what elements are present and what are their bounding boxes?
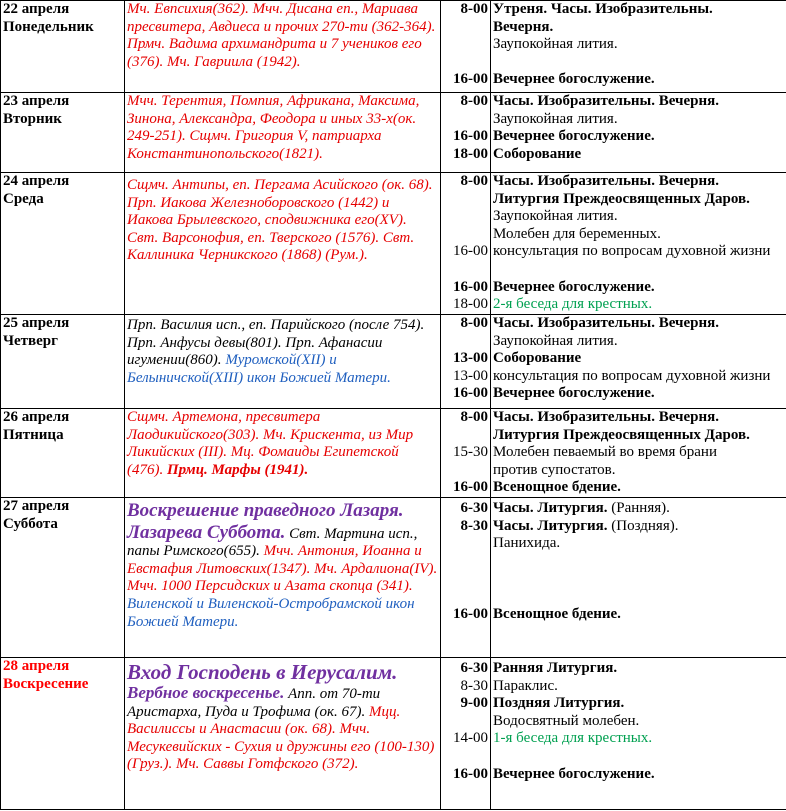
time <box>443 226 488 244</box>
time: 8-00 <box>460 1 488 17</box>
service <box>493 535 784 553</box>
time <box>443 191 488 209</box>
service: Ранняя Литургия. <box>493 659 618 676</box>
time: 18-00 <box>453 145 488 162</box>
service: Часы. Изобразительны. Вечерня. <box>493 173 719 189</box>
times-cell <box>441 315 491 409</box>
time <box>443 570 488 588</box>
times-cell <box>441 93 491 173</box>
day-cell <box>1 93 125 173</box>
saints-cell <box>125 315 441 409</box>
service: Вечернее богослужение. <box>493 128 655 145</box>
service: Утреня. Часы. Изобразительны. <box>493 1 713 17</box>
table-row <box>1 1 786 93</box>
time <box>443 111 488 129</box>
services-cell <box>491 409 786 498</box>
time: 16-00 <box>453 605 488 622</box>
weekday: Четверг <box>3 332 58 349</box>
service <box>493 570 784 588</box>
time: 16-00 <box>453 385 488 402</box>
service: против супостатов. <box>493 461 616 478</box>
service: Параклис. <box>493 677 558 694</box>
time <box>443 36 488 54</box>
saints-text: Сщмч. Артемона, пресвитера Лаодикийского(303). Мч. Крискента, из Мир Ликийских (III). Мц. Фомаиды Египетской (476). <box>127 409 414 478</box>
times-cell <box>441 657 491 809</box>
table-row <box>1 173 786 315</box>
time <box>443 462 488 480</box>
time: 13-00 <box>453 367 488 384</box>
service: Литургия Преждеосвященных Даров. <box>493 190 750 207</box>
day-cell <box>1 173 125 315</box>
times-cell <box>441 497 491 657</box>
table-row <box>1 497 786 657</box>
weekday: Пятница <box>3 426 64 443</box>
time <box>443 208 488 226</box>
service <box>493 606 784 624</box>
time: 8-00 <box>460 173 488 189</box>
service-note: (Поздняя). <box>607 517 679 534</box>
saints-text: Прп. Василия исп., еп. Парийского (после 754). Прп. Анфусы девы(801). Прп. Афанасии игумении(860). <box>127 317 425 369</box>
time <box>443 553 488 571</box>
table-row <box>1 409 786 498</box>
weekday: Среда <box>3 190 44 207</box>
service: Литургия Преждеосвященных Даров. <box>493 426 750 443</box>
time: 14-00 <box>453 730 488 747</box>
icons-text: Муромской(XII) и Белыничской(XIII) икон Божией Матери. <box>127 352 391 386</box>
time: 16-00 <box>453 243 488 260</box>
table-row <box>1 93 786 173</box>
time: 15-30 <box>453 444 488 461</box>
service: Поздняя Литургия. <box>493 695 625 712</box>
service <box>493 553 784 571</box>
service: Часы. Изобразительны. Вечерня. <box>493 409 719 425</box>
service: Вечернее богослужение. <box>493 385 655 402</box>
time: 6-30 <box>460 499 488 516</box>
service: Часы. Изобразительны. Вечерня. <box>493 315 719 331</box>
day-cell <box>1 497 125 657</box>
service-bold: Часы. Литургия. <box>493 517 608 534</box>
date: 23 апреля <box>3 93 70 109</box>
services-cell <box>491 1 786 93</box>
saints-cell: Сщмч. Антипы, еп. Пергама Асийского (ок. 68). Прп. Иакова Железноборовского (1442) и Иакова Брылевского, сподвижника его(XV). Свт. Варсонофия, еп. Тверского (1576). Свт. Каллиника Черникского (1868) (Рум.). <box>125 173 441 315</box>
weekday: Воскресение <box>3 675 89 692</box>
time: 8-00 <box>460 93 488 109</box>
service-note: (Ранняя). <box>607 499 670 516</box>
table-row <box>1 315 786 409</box>
time: 8-00 <box>460 315 488 331</box>
service: Вечернее богослужение. <box>493 278 655 295</box>
time <box>443 427 488 445</box>
time: 18-00 <box>453 296 488 313</box>
time <box>443 748 488 766</box>
date: 27 апреля <box>3 497 70 514</box>
time <box>443 588 488 606</box>
service: Заупокойная лития. <box>493 208 618 225</box>
service: Соборование <box>493 350 582 367</box>
service: 2-я беседа для крестных. <box>493 296 653 313</box>
service-bold: Всенощное бдение. <box>493 605 621 622</box>
time: 16-00 <box>453 765 488 782</box>
day-cell <box>1 657 125 809</box>
saints-text: Свт. Мартина исп., папы Римского(655). <box>127 525 418 560</box>
times-cell <box>441 409 491 498</box>
day-cell <box>1 409 125 498</box>
service: Всенощное бдение. <box>493 479 621 496</box>
times-cell <box>441 1 491 93</box>
times-cell <box>441 173 491 315</box>
time <box>443 19 488 37</box>
saints-text: Апп. от 70-ти Аристарха, Пуда и Трофима (ок. 67). <box>127 685 381 720</box>
service: Водосвятный молебен. <box>493 712 640 729</box>
time: 8-30 <box>460 517 488 534</box>
service-bold: Часы. Литургия. <box>493 499 608 516</box>
saints-cell <box>125 657 441 809</box>
service: Вечернее богослужение. <box>493 765 655 782</box>
service: Вечернее богослужение. <box>493 71 655 88</box>
time: 16-00 <box>453 128 488 145</box>
service: консультация по вопросам духовной жизни <box>493 367 771 384</box>
service <box>493 261 784 279</box>
service: Соборование <box>493 145 582 162</box>
services-cell <box>491 173 786 315</box>
feast-subtitle: Вербное воскресенье. <box>127 682 285 702</box>
saints-cell <box>125 409 441 498</box>
services-cell <box>491 657 786 809</box>
martyrs-text: Мцц. Василиссы и Анастасии (ок. 68). Мчч. Месукевийских - Сухия и дружины его (100-130)(Груз.). Мч. Саввы Готфского (372). <box>127 703 435 773</box>
time: 16-00 <box>453 278 488 295</box>
saints-cell: Мч. Евпсихия(362). Мчч. Дисана еп., Мариава пресвитера, Авдиеса и прочих 270-ти (362-364). Прмч. Вадима архимандрита и 7 учеников его (376). Мч. Гавриила (1942). <box>125 1 441 93</box>
service <box>493 748 784 766</box>
date: 25 апреля <box>3 315 70 331</box>
services-cell <box>491 315 786 409</box>
time <box>443 54 488 72</box>
service: Молебен певаемый во время брани <box>493 444 717 461</box>
services-cell <box>491 93 786 173</box>
time <box>443 333 488 351</box>
time: 6-30 <box>460 659 488 676</box>
time: 16-00 <box>453 71 488 88</box>
service <box>493 54 784 72</box>
service: Молебен для беременных. <box>493 225 661 242</box>
service <box>493 500 784 518</box>
time: 9-00 <box>460 695 488 712</box>
services-cell <box>491 497 786 657</box>
date: 28 апреля <box>3 657 70 674</box>
date: 26 апреля <box>3 409 70 425</box>
date: 24 апреля <box>3 173 70 189</box>
service <box>493 588 784 606</box>
service-note: Панихида. <box>493 535 561 552</box>
service: консультация по вопросам духовной жизни <box>493 243 771 260</box>
service: Часы. Изобразительны. Вечерня. <box>493 93 719 109</box>
time <box>443 535 488 553</box>
saints-cell <box>125 497 441 657</box>
day-cell <box>1 315 125 409</box>
day-cell <box>1 1 125 93</box>
service: Вечерня. <box>493 18 554 35</box>
service: Заупокойная лития. <box>493 36 618 53</box>
time: 8-30 <box>460 677 488 694</box>
service: 1-я беседа для крестных. <box>493 730 653 747</box>
feast-title: Воскрешение праведного Лазаря. Лазарева Суббота. <box>127 499 404 543</box>
time <box>443 261 488 279</box>
icons-text: Виленской и Виленской-Остробрамской икон Божией Матери. <box>127 595 415 630</box>
time <box>443 713 488 731</box>
martyr-text: Прмц. Марфы (1941). <box>167 461 309 478</box>
time: 8-00 <box>460 409 488 425</box>
saints-cell: Мчч. Терентия, Помпия, Африкана, Максима, Зинона, Александра, Феодора и иных 33-х(ок. 249-251). Сщмч. Григория V, патриарха Константинопольского(1821). <box>125 93 441 173</box>
weekday: Вторник <box>3 110 62 127</box>
service <box>493 518 784 536</box>
weekday: Понедельник <box>3 18 94 35</box>
time: 16-00 <box>453 479 488 496</box>
feast-title: Вход Господень в Иерусалим. <box>127 659 398 684</box>
weekday: Суббота <box>3 515 58 532</box>
service: Заупокойная лития. <box>493 332 618 349</box>
table-row <box>1 657 786 809</box>
date: 22 апреля <box>3 1 70 17</box>
martyrs-text: Мчч. Антония, Иоанна и Евстафия Литовских(1347). Мч. Ардалиона(IV). Мчч. 1000 Персидских и Азата скопца (341). <box>127 543 438 595</box>
time: 13-00 <box>453 350 488 367</box>
service: Заупокойная лития. <box>493 110 618 127</box>
